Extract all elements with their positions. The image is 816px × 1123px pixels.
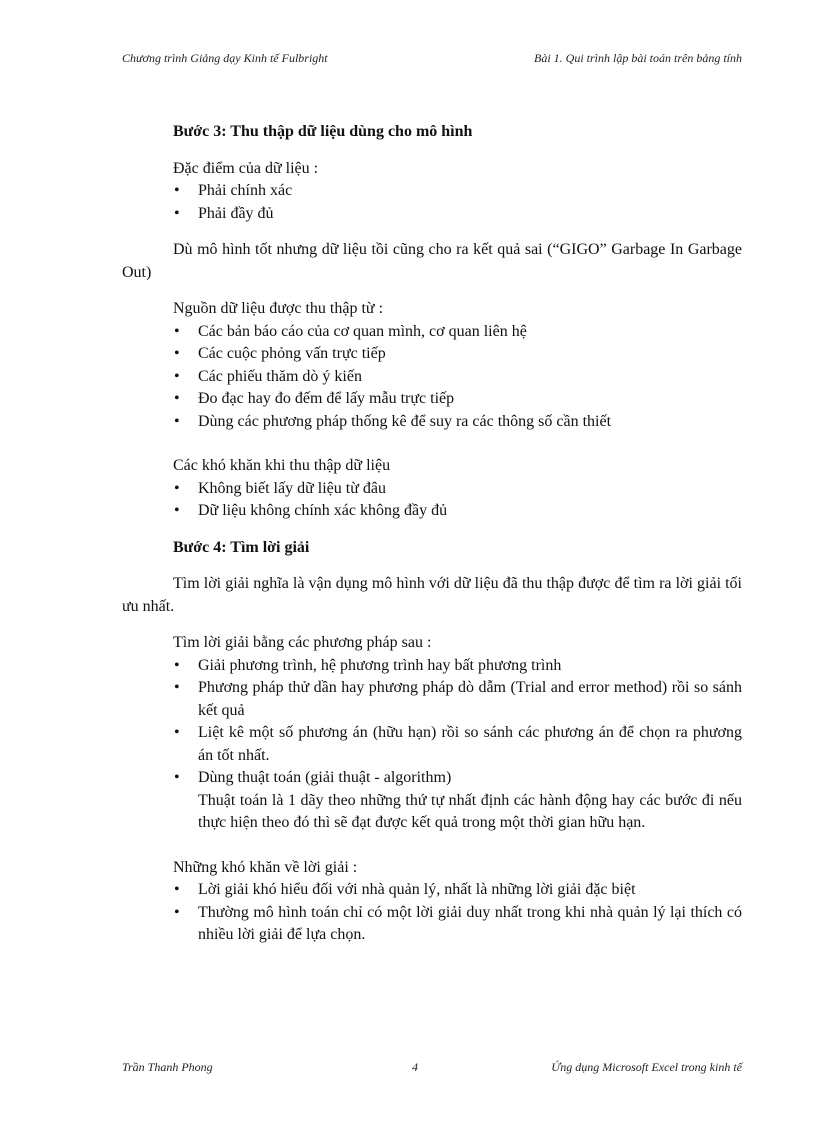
algorithm-definition: Thuật toán là 1 dãy theo những thứ tự nhất định các hành động hay các bước đi nếu thực hiện theo đó thì sẽ đạt được kết quả trong một thời gian hữu hạn. [198, 791, 742, 831]
list-item: • Đo đạc hay đo đếm để lấy mẫu trực tiếp [198, 388, 742, 411]
page-body [122, 121, 742, 947]
solution-problems-list [122, 879, 742, 947]
footer-book-title: Ứng dụng Microsoft Excel trong kinh tế [551, 1060, 742, 1074]
step3-heading: Bước 3: Thu thập dữ liệu dùng cho mô hình [173, 123, 473, 140]
collection-difficulties-list [122, 478, 742, 523]
list-item: • Phương pháp thử dần hay phương pháp dò dẫm (Trial and error method) rồi so sánh kết quả [198, 677, 742, 722]
list-item: • Các bản báo cáo của cơ quan mình, cơ quan liên hệ [198, 321, 742, 344]
step4-heading: Bước 4: Tìm lời giải [173, 538, 310, 556]
list-item: • Giải phương trình, hệ phương trình hay bất phương trình [198, 655, 742, 678]
list-item: • Phải đầy đủ [198, 203, 742, 226]
list-item: • Liệt kê một số phương án (hữu hạn) rồi so sánh các phương án để chọn ra phương án tốt nhất. [198, 722, 742, 767]
data-sources-list [122, 321, 742, 434]
list-item: • Các phiếu thăm dò ý kiến [198, 366, 742, 389]
collection-difficulties-intro: Các khó khăn khi thu thập dữ liệu [173, 457, 391, 474]
solution-methods-intro: Tìm lời giải bằng các phương pháp sau : [173, 634, 432, 651]
gigo-paragraph: Dù mô hình tốt nhưng dữ liệu tồi cũng cho ra kết quả sai (“GIGO” Garbage In Garbage Out) [122, 241, 742, 281]
solution-definition-paragraph: Tìm lời giải nghĩa là vận dụng mô hình với dữ liệu đã thu thập được để tìm ra lời giải tối ưu nhất. [122, 575, 742, 615]
list-item: • Không biết lấy dữ liệu từ đâu [198, 478, 742, 501]
data-features-list [122, 180, 742, 225]
algorithm-method-label: Dùng thuật toán (giải thuật - algorithm) [198, 769, 452, 786]
solution-methods-list [122, 655, 742, 835]
page-number: 4 [412, 1060, 418, 1074]
header-lesson-title: Bài 1. Qui trình lập bài toán trên bảng tính [533, 51, 742, 65]
data-sources-intro: Nguồn dữ liệu được thu thập từ : [173, 300, 384, 317]
list-item: • Lời giải khó hiểu đối với nhà quản lý, nhất là những lời giải đặc biệt [198, 879, 742, 902]
list-item: • Các cuộc phỏng vấn trực tiếp [198, 343, 742, 366]
list-item: • Dữ liệu không chính xác không đầy đủ [198, 500, 742, 523]
header-course-title: Chương trình Giảng dạy Kinh tế Fulbright [122, 51, 328, 65]
solution-problems-intro: Những khó khăn về lời giải : [173, 858, 358, 876]
data-features-intro: Đặc điểm của dữ liệu : [173, 159, 319, 177]
list-item [198, 767, 742, 835]
list-item: • Dùng các phương pháp thống kê để suy ra các thông số cần thiết [198, 411, 742, 434]
footer-author: Trần Thanh Phong [122, 1060, 213, 1074]
list-item: • Thường mô hình toán chỉ có một lời giải duy nhất trong khi nhà quản lý lại thích có nhiều lời giải để lựa chọn. [198, 902, 742, 947]
list-item: • Phải chính xác [198, 180, 742, 203]
